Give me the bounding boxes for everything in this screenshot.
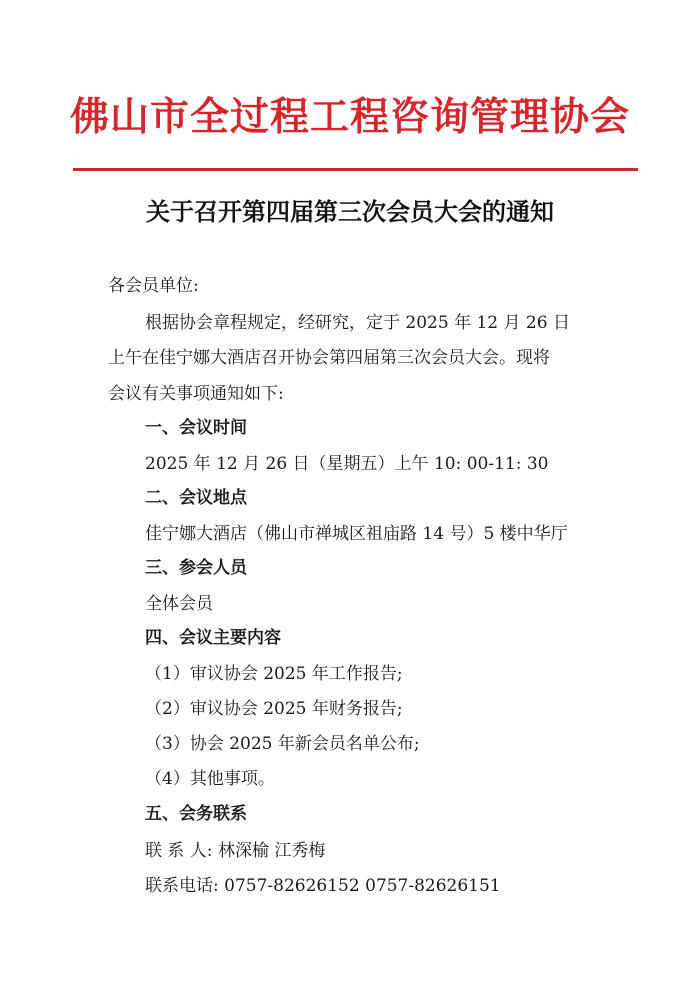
red-divider-rule <box>73 168 638 171</box>
section-heading-time: 一、会议时间 <box>145 418 247 438</box>
intro-line: 根据协会章程规定，经研究，定于 2025 年 12 月 26 日 <box>145 313 570 333</box>
meeting-location: 佳宁娜大酒店（佛山市禅城区祖庙路 14 号）5 楼中华厅 <box>145 524 568 544</box>
intro-line: 会议有关事项通知如下: <box>108 384 284 404</box>
agenda-item: （2）审议协会 2025 年财务报告; <box>145 699 403 719</box>
notice-title: 关于召开第四届第三次会员大会的通知 <box>146 198 554 226</box>
attendees: 全体会员 <box>145 594 213 614</box>
section-heading-agenda: 四、会议主要内容 <box>145 628 281 648</box>
salutation: 各会员单位: <box>108 276 199 296</box>
organization-name: 佛山市全过程工程咨询管理协会 <box>69 95 630 140</box>
section-heading-location: 二、会议地点 <box>145 488 247 508</box>
section-heading-contact: 五、会务联系 <box>145 804 247 824</box>
section-heading-attendees: 三、参会人员 <box>145 558 247 578</box>
meeting-time: 2025 年 12 月 26 日（星期五）上午 10: 00-11: 30 <box>145 454 549 474</box>
agenda-item: （1）审议协会 2025 年工作报告; <box>145 664 403 684</box>
agenda-item: （3）协会 2025 年新会员名单公布; <box>145 734 420 754</box>
intro-line: 上午在佳宁娜大酒店召开协会第四届第三次会员大会。现将 <box>108 348 550 368</box>
agenda-item: （4）其他事项。 <box>145 769 275 789</box>
contact-person: 联 系 人: 林深榆 江秀梅 <box>145 841 326 861</box>
contact-phone: 联系电话: 0757-82626152 0757-82626151 <box>145 876 501 896</box>
